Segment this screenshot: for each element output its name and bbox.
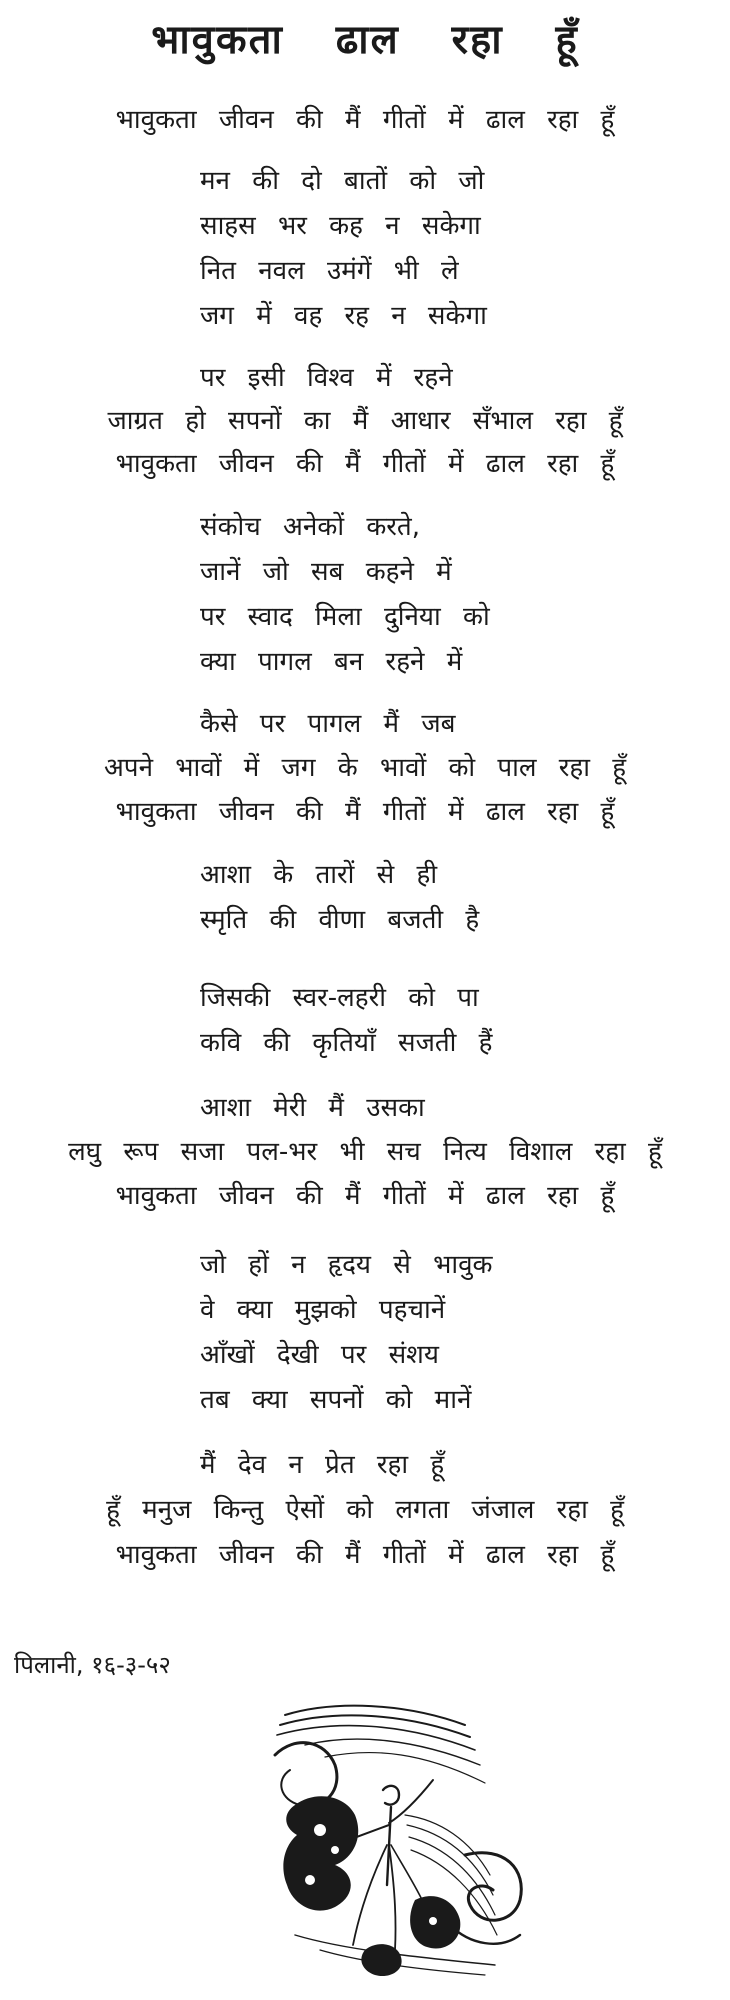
stanza-1-line-1: मन की दो बातों को जो — [200, 166, 485, 196]
stanza-6-line-1: जिसकी स्वर-लहरी को पा — [200, 983, 479, 1013]
opening-refrain: भावुकता जीवन की मैं गीतों में ढाल रहा हूँ — [115, 105, 615, 135]
stanza-9-refrain: भावुकता जीवन की मैं गीतों में ढाल रहा हूँ — [115, 1540, 615, 1570]
stanza-5-line-1: आशा के तारों से ही — [200, 860, 438, 890]
stanza-3-line-4: क्या पागल बन रहने में — [200, 647, 463, 677]
stanza-1-line-4: जग में वह रह न सकेगा — [200, 301, 487, 331]
stanza-4-refrain: भावुकता जीवन की मैं गीतों में ढाल रहा हूँ — [115, 797, 615, 827]
stanza-8-line-2: वे क्या मुझको पहचानें — [200, 1295, 446, 1325]
stanza-3-line-2: जानें जो सब कहने में — [200, 557, 452, 587]
stanza-7-line-2: लघु रूप सजा पल-भर भी सच नित्य विशाल रहा हूँ — [68, 1137, 662, 1167]
stanza-1-line-2: साहस भर कह न सकेगा — [200, 211, 481, 241]
stanza-3-line-1: संकोच अनेकों करते, — [200, 512, 421, 542]
stanza-7-line-1: आशा मेरी मैं उसका — [200, 1093, 425, 1123]
stanza-8-line-3: आँखों देखी पर संशय — [200, 1340, 439, 1370]
stanza-4-line-2: अपने भावों में जग के भावों को पाल रहा हूँ — [103, 753, 627, 783]
stanza-3-line-3: पर स्वाद मिला दुनिया को — [200, 602, 490, 632]
stanza-2-line-2: जाग्रत हो सपनों का मैं आधार सँभाल रहा हूँ — [107, 406, 623, 436]
stanza-4-line-1: कैसे पर पागल मैं जब — [200, 709, 456, 739]
stanza-7-refrain: भावुकता जीवन की मैं गीतों में ढाल रहा हूँ — [115, 1181, 615, 1211]
stanza-8-line-1: जो हों न हृदय से भावुक — [200, 1250, 493, 1280]
stanza-9-line-1: मैं देव न प्रेत रहा हूँ — [200, 1450, 445, 1480]
dancing-figure-sketch-icon — [265, 1695, 535, 1980]
poem-title: भावुकता ढाल रहा हूँ — [151, 17, 579, 63]
stanza-2-line-1: पर इसी विश्व में रहने — [200, 363, 453, 393]
stanza-6-line-2: कवि की कृतियाँ सजती हैं — [200, 1028, 493, 1058]
stanza-1-line-3: नित नवल उमंगें भी ले — [200, 256, 459, 286]
stanza-2-refrain: भावुकता जीवन की मैं गीतों में ढाल रहा हूँ — [115, 449, 615, 479]
stanza-8-line-4: तब क्या सपनों को मानें — [200, 1385, 472, 1415]
stanza-9-line-2: हूँ मनुज किन्तु ऐसों को लगता जंजाल रहा हूँ — [106, 1495, 624, 1525]
stanza-5-line-2: स्मृति की वीणा बजती है — [200, 905, 480, 935]
place-date-signature: पिलानी, १६-३-५२ — [14, 1651, 171, 1679]
